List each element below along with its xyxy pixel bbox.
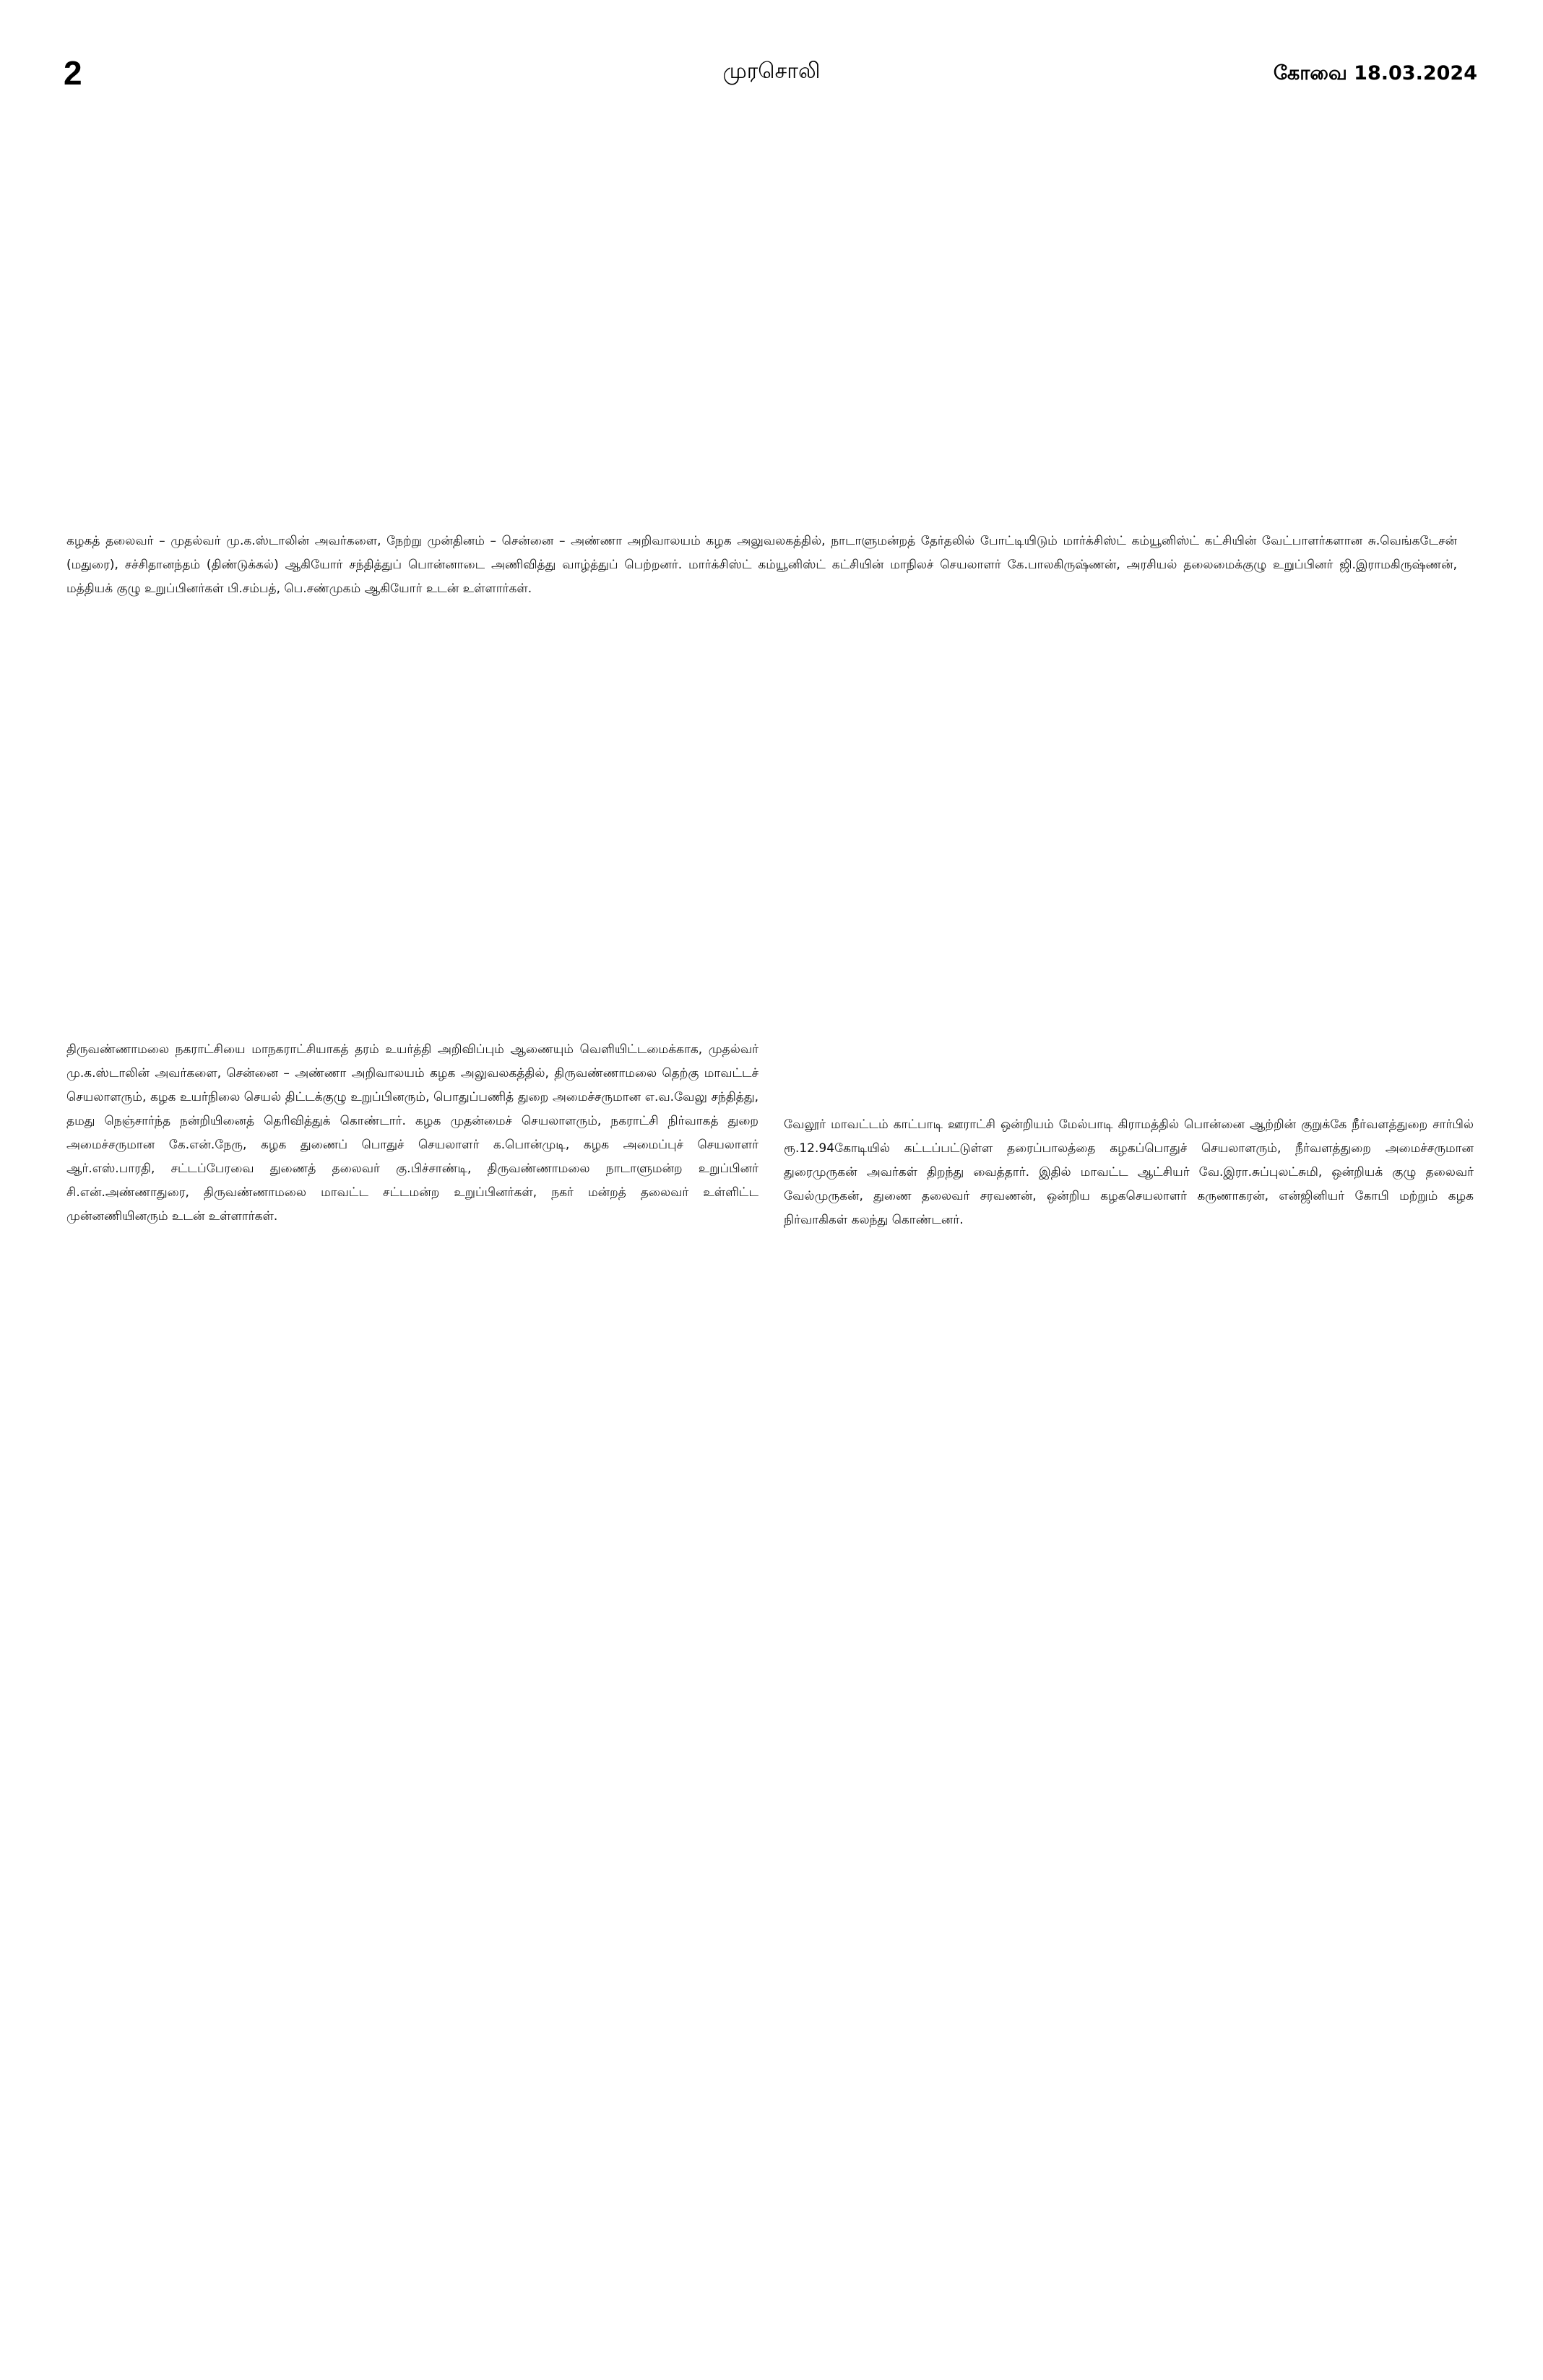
edition-date: கோவை 18.03.2024 bbox=[1273, 62, 1477, 85]
photo-caption-stalin-cpim-candidates: கழகத் தலைவர் – முதல்வர் மு.க.ஸ்டாலின் அவர்களை, நேற்று முன்தினம் – சென்னை – அண்ணா அறிவாலயம் கழக அலுவலகத்தில், நாடாளுமன்றத் தேர்தலில் போட்டியிடும் மார்க்சிஸ்ட் கம்யூனிஸ்ட் கட்சியின் வேட்பாளர்களான சு.வெங்கடேசன் (மதுரை), சச்சிதானந்தம் (திண்டுக்கல்) ஆகியோர் சந்தித்துப் பொன்னாடை அணிவித்து வாழ்த்துப் பெற்றனர். மார்க்சிஸ்ட் கம்யூனிஸ்ட் கட்சியின் மாநிலச் செயலாளர் கே.பாலகிருஷ்ணன், அரசியல் தலைமைக்குழு உறுப்பினர் ஜி.இராமகிருஷ்ணன், மத்தியக் குழு உறுப்பினர்கள் பி.சம்பத், பெ.சண்முகம் ஆகியோர் உடன் உள்ளார்கள். bbox=[66, 534, 1457, 596]
photo-caption-vellore-bridge-opening: வேலூர் மாவட்டம் காட்பாடி ஊராட்சி ஒன்றியம் மேல்பாடி கிராமத்தில் பொன்னை ஆற்றின் குறுக்கே நீர்வளத்துறை சார்பில் ரூ.12.94கோடியில் கட்டப்பட்டுள்ள தரைப்பாலத்தை கழகப்பொதுச் செயலாளரும், நீர்வளத்துறை அமைச்சருமான துரைமுருகன் அவர்கள் திறந்து வைத்தார். இதில் மாவட்ட ஆட்சியர் வே.இரா.சுப்புலட்சுமி, ஒன்றியக் குழு தலைவர் வேல்முருகன், துணை தலைவர் சரவணன், ஒன்றிய கழகசெயலாளர் கருணாகரன், என்ஜினியர் கோபி மற்றும் கழக நிர்வாகிகள் கலந்து கொண்டனர். bbox=[784, 1117, 1474, 1227]
page-number: 2 bbox=[64, 54, 82, 92]
photo-area-top bbox=[66, 130, 1475, 513]
photo-area-middle bbox=[66, 607, 1475, 1026]
newspaper-masthead: முரசொலி bbox=[722, 59, 821, 84]
photo-area-bottom bbox=[66, 1242, 1475, 2326]
photo-caption-tiruvannamalai-corporation: திருவண்ணாமலை நகராட்சியை மாநகராட்சியாகத் தரம் உயர்த்தி அறிவிப்பும் ஆணையும் வெளியிட்டமைக்காக, முதல்வர் மு.க.ஸ்டாலின் அவர்களை, சென்னை – அண்ணா அறிவாலயம் கழக அலுவலகத்தில், திருவண்ணாமலை தெற்கு மாவட்டச் செயலாளரும், கழக உயர்நிலை செயல் திட்டக்குழு உறுப்பினரும், பொதுப்பணித் துறை அமைச்சருமான எ.வ.வேலு சந்தித்து, தமது நெஞ்சார்ந்த நன்றியினைத் தெரிவித்துக் கொண்டார். கழக முதன்மைச் செயலாளரும், நகராட்சி நிர்வாகத் துறை அமைச்சருமான கே.என்.நேரு, கழக துணைப் பொதுச் செயலாளர் க.பொன்முடி, கழக அமைப்புச் செயலாளர் ஆர்.எஸ்.பாரதி, சட்டப்பேரவை துணைத் தலைவர் கு.பிச்சாண்டி, திருவண்ணாமலை நாடாளுமன்ற உறுப்பினர் சி.என்.அண்ணாதுரை, திருவண்ணாமலை மாவட்ட சட்டமன்ற உறுப்பினர்கள், நகர் மன்றத் தலைவர் உள்ளிட்ட முன்னணியினரும் உடன் உள்ளார்கள். bbox=[66, 1042, 758, 1224]
